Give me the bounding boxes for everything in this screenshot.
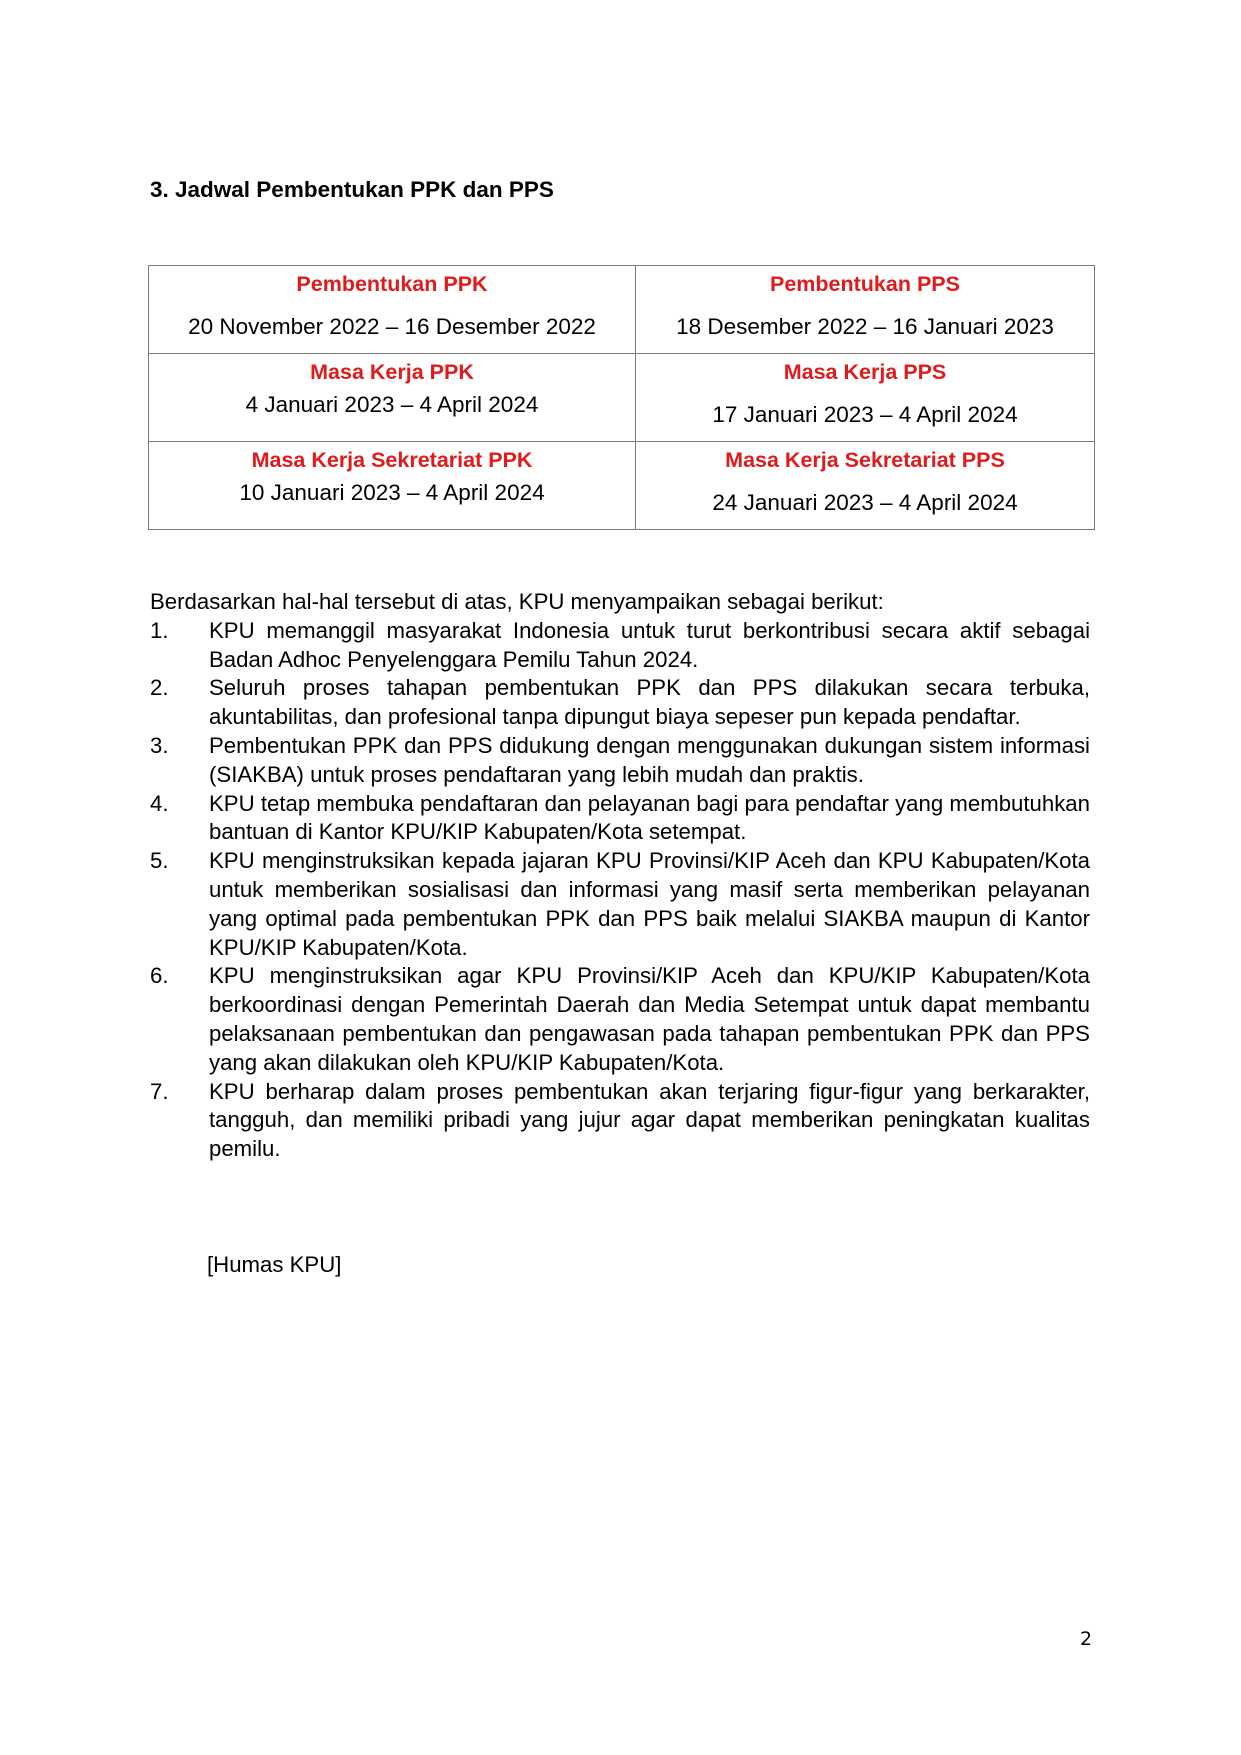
list-number: 1. [150, 617, 169, 643]
table-row [149, 266, 1095, 354]
list-number: 6. [150, 963, 169, 989]
list-text: Seluruh proses tahapan pembentukan PPK dan PPS dilakukan secara terbuka, akuntabilitas, dan profesional tanpa dipungut biaya sepeser pun kepada pendaftar. [209, 675, 1090, 730]
table-cell-pps-term [636, 354, 1095, 442]
list-item [150, 1078, 1090, 1164]
table-cell-ppk-secretariat-term [149, 442, 636, 530]
list-number: 2. [150, 675, 169, 701]
list-text: Pembentukan PPK dan PPS didukung dengan menggunakan dukungan sistem informasi (SIAKBA) untuk proses pendaftaran yang lebih mudah dan praktis. [209, 732, 1090, 787]
list-number: 4. [150, 790, 169, 816]
cell-date: 17 Januari 2023 – 4 April 2024 [712, 402, 1018, 427]
cell-title: Masa Kerja Sekretariat PPS [725, 448, 1005, 472]
signature: [Humas KPU] [207, 1252, 342, 1277]
cell-date: 4 Januari 2023 – 4 April 2024 [245, 392, 539, 417]
cell-title: Masa Kerja PPK [310, 360, 474, 384]
cell-date: 10 Januari 2023 – 4 April 2024 [239, 480, 545, 505]
cell-date: 20 November 2022 – 16 Desember 2022 [188, 314, 596, 339]
table-cell-ppk-term [149, 354, 636, 442]
list-number: 7. [150, 1078, 169, 1104]
list-text: KPU tetap membuka pendaftaran dan pelayanan bagi para pendaftar yang membutuhkan bantuan di Kantor KPU/KIP Kabupaten/Kota setempat. [209, 790, 1090, 845]
list-text: KPU memanggil masyarakat Indonesia untuk turut berkontribusi secara aktif sebagai Badan Adhoc Penyelenggara Pemilu Tahun 2024. [209, 617, 1090, 672]
list-item [150, 674, 1090, 732]
cell-date: 24 Januari 2023 – 4 April 2024 [712, 490, 1018, 515]
list-number: 3. [150, 732, 169, 758]
table-cell-pps-secretariat-term [636, 442, 1095, 530]
list-item [150, 962, 1090, 1077]
intro-paragraph: Berdasarkan hal-hal tersebut di atas, KPU menyampaikan sebagai berikut: [150, 589, 884, 614]
section-heading: 3. Jadwal Pembentukan PPK dan PPS [150, 177, 554, 202]
list-item [150, 790, 1090, 848]
list-item [150, 732, 1090, 790]
numbered-list [150, 617, 1090, 1164]
table-cell-pps-formation [636, 266, 1095, 354]
schedule-table [148, 265, 1095, 530]
body-text [150, 588, 1090, 1164]
cell-title: Pembentukan PPS [770, 272, 960, 296]
cell-title: Masa Kerja PPS [783, 360, 947, 384]
cell-title: Masa Kerja Sekretariat PPK [251, 448, 533, 472]
cell-title: Pembentukan PPK [296, 272, 488, 296]
list-item [150, 847, 1090, 962]
list-item [150, 617, 1090, 675]
list-text: KPU menginstruksikan agar KPU Provinsi/KIP Aceh dan KPU/KIP Kabupaten/Kota berkoordinasi dengan Pemerintah Daerah dan Media Setempat untuk dapat membantu pelaksanaan pembentukan dan pengawasan pada tahapan pembentukan PPK dan PPS yang akan dilakukan oleh KPU/KIP Kabupaten/Kota. [209, 963, 1090, 1075]
list-text: KPU berharap dalam proses pembentukan akan terjaring figur-figur yang berkarakter, tangguh, dan memiliki pribadi yang jujur agar dapat memberikan peningkatan kualitas pemilu. [209, 1078, 1090, 1162]
list-number: 5. [150, 848, 169, 874]
list-text: KPU menginstruksikan kepada jajaran KPU Provinsi/KIP Aceh dan KPU Kabupaten/Kota untuk memberikan sosialisasi dan informasi yang masif serta memberikan pelayanan yang optimal pada pembentukan PPK dan PPS baik melalui SIAKBA maupun di Kantor KPU/KIP Kabupaten/Kota. [209, 848, 1090, 960]
cell-date: 18 Desember 2022 – 16 Januari 2023 [676, 314, 1054, 339]
page-number: 2 [1080, 1628, 1093, 1650]
table-row [149, 354, 1095, 442]
table-row [149, 442, 1095, 530]
table-cell-ppk-formation [149, 266, 636, 354]
